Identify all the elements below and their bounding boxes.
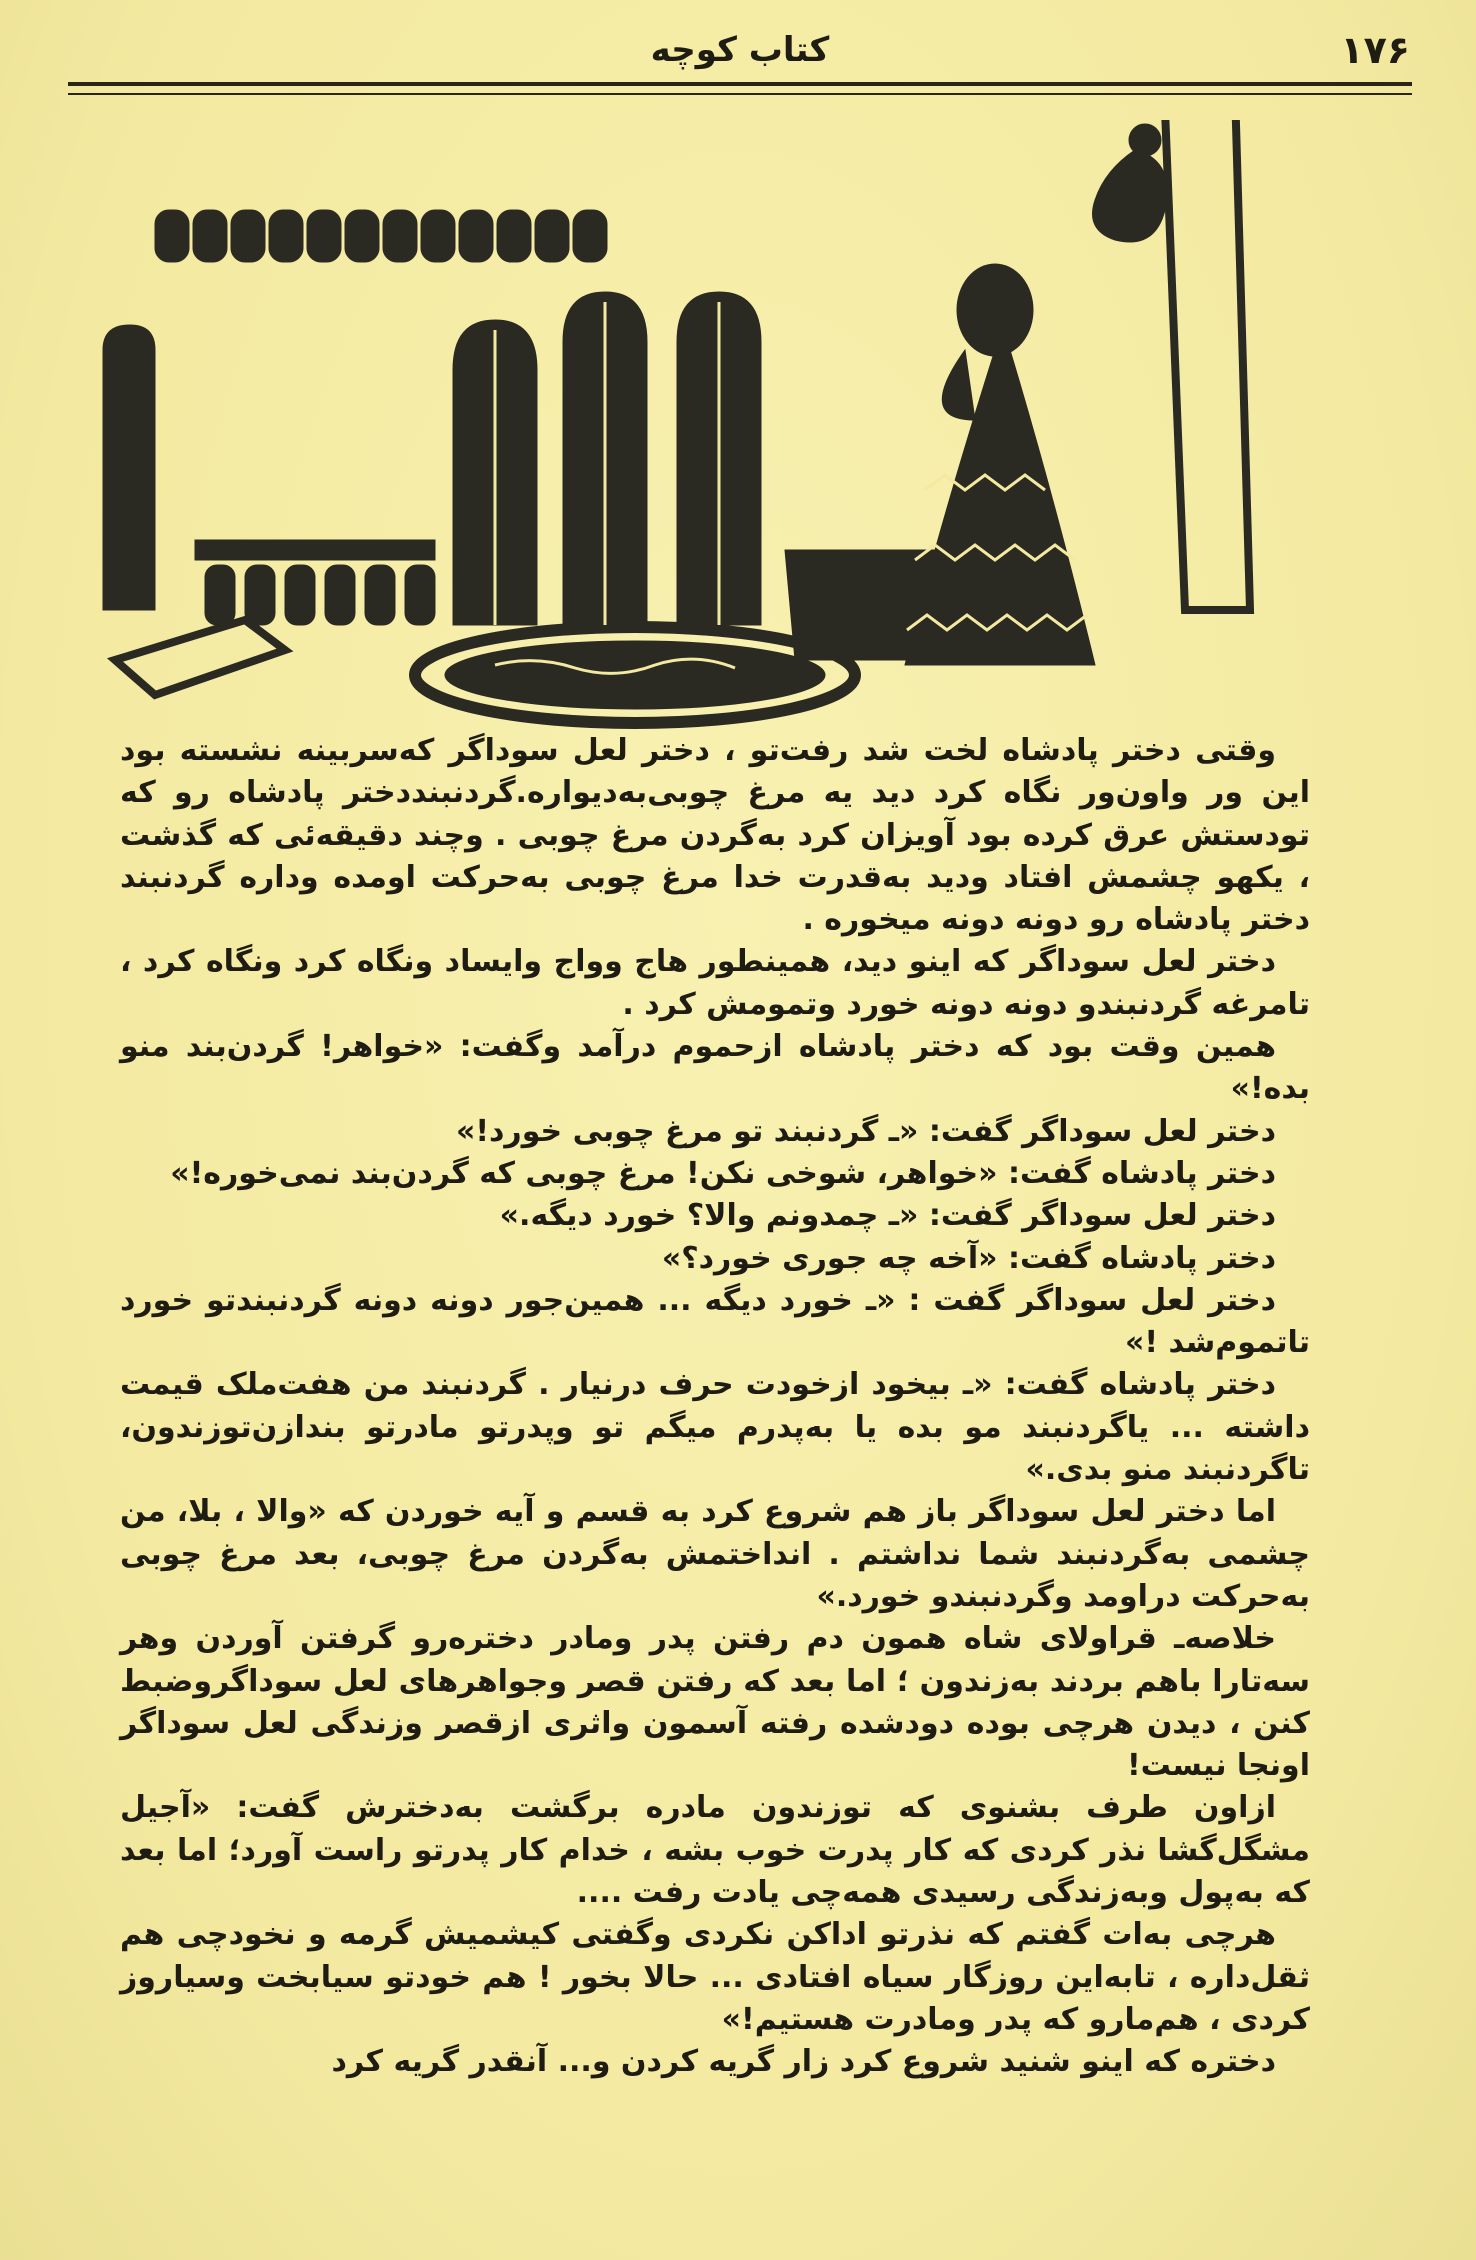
bathhouse-illustration: [95, 120, 1295, 730]
paragraph: همین وقت بود که دختر پادشاه ازحموم درآمد وگفت: «خواهر! گردن‌بند منو بده!»: [120, 1029, 1310, 1107]
dialogue-line: دختر لعل سوداگر گفت: «ـ چمدونم والا؟ خورد دیگه.»: [499, 1198, 1276, 1234]
small-windows-row: [155, 210, 607, 262]
paragraph: دختر پادشاه گفت: «ـ بیخود ازخودت حرف درنیار . گردنبند من هفت‌ملک قیمت داشته ... یاگردنبند مو بده یا به‌پدرم میگم تو وپدرتو مادرتو بندازن‌توزندون، تاگردنبند منو بدی.»: [120, 1367, 1310, 1488]
paragraph: ازاون طرف بشنوی که توزندون مادره برگشت به‌دخترش گفت: «آجیل مشگل‌گشا نذر کردی که کار پدرت خوب بشه ، خدام کار پدرتو راست آورد؛ اما بعد که به‌پول وبه‌زندگی رسیدی همه‌چی یادت رفت ....: [120, 1790, 1310, 1911]
paragraph: وقتی دختر پادشاه لخت شد رفت‌تو ، دختر لعل سوداگر که‌سربینه نشسته بود این ور واون‌ور نگاه کرد دید یه مرغ چوبی‌به‌دیواره.گردنبنددختر پادشاه رو که تودستش عرق کرده بود آویزان کرد به‌گردن مرغ چوبی . وچند دقیقه‌ئی که گذشت ، یکهو چشمش افتاد ودید به‌قدرت خدا مرغ چوبی به‌حرکت اومده وداره گردنبند دختر پادشاه رو دونه دونه میخوره .: [120, 733, 1310, 938]
dialogue-line: دختر لعل سوداگر گفت: «ـ گردنبند تو مرغ چوبی خورد!»: [455, 1113, 1276, 1149]
paragraph: خلاصه‌ـ قراولای شاه همون دم رفتن پدر ومادر دختره‌رو گرفتن آوردن وهر سه‌تارا باهم بردند به‌زندون ؛ اما بعد که رفتن قصر وجواهرهای لعل سوداگروضبط کنن ، دیدن هرچی بوده دودشده رفته آسمون واثری ازقصر وزندگی لعل سوداگر اونجا نیست!: [120, 1621, 1310, 1784]
story-text: [120, 730, 1310, 2084]
paragraph: دختر لعل سوداگر گفت : «ـ خورد دیگه ... همین‌جور دونه دونه گردنبندتو خورد تاتموم‌شد !»: [120, 1282, 1310, 1361]
page-header: [70, 20, 1410, 80]
paragraph: هرچی به‌ات گفتم که نذرتو اداکن نکردی وگفتی کیشمیش گرمه و نخودچی هم ثقل‌داره ، تابه‌این روزگار سیاه افتادی ... حالا بخور ! هم خودتو سیابخت وسیاروز کردی ، هم‌مارو که پدر ومادرت هستیم!»: [120, 1917, 1310, 2037]
paragraph: دختر لعل سوداگر که اینو دید، همینطور هاج وواج وایساد ونگاه کرد ونگاه کرد ، تامرغه گردنبندو دونه دونه خورد وتمومش کرد .: [120, 944, 1310, 1022]
running-title: کتاب کوچه: [650, 30, 830, 70]
page-number: ۱۷۶: [1340, 28, 1410, 72]
paragraph: اما دختر لعل سوداگر باز هم شروع کرد به قسم و آیه خوردن که «والا ، بلا، من چشمی به‌گردنبند شما نداشتم . انداختمش به‌گردن مرغ چوبی، بعد مرغ چوبی به‌حرکت دراومد وگردنبندو خورد.»: [120, 1494, 1310, 1614]
dialogue-line: دختر پادشاه گفت: «آخه چه جوری خورد؟»: [661, 1240, 1276, 1276]
header-rule: [68, 82, 1412, 86]
dialogue-line: دختر پادشاه گفت: «خواهر، شوخی نکن! مرغ چوبی که گردن‌بند نمی‌خوره!»: [170, 1155, 1276, 1191]
paragraph: دختره که اینو شنید شروع کرد زار گریه کردن و... آنقدر گریه کرد: [331, 2044, 1276, 2080]
header-rule-thin: [68, 93, 1412, 95]
